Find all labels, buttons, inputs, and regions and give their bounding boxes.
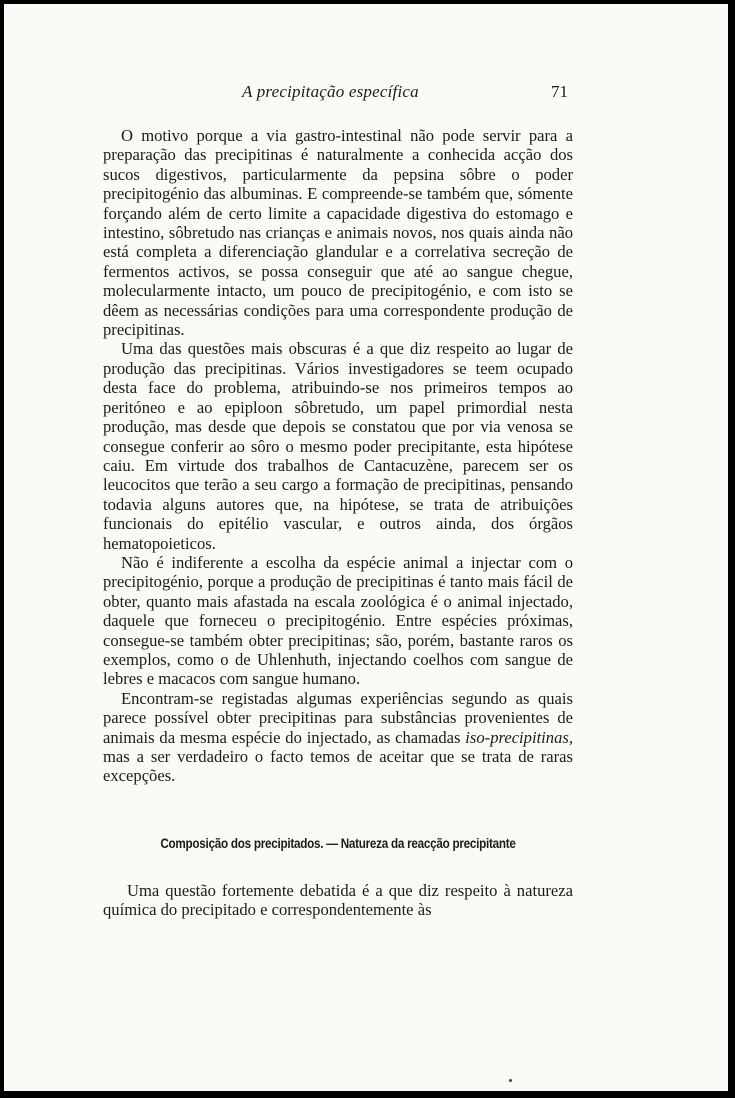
- ink-speck: [509, 1079, 512, 1082]
- paragraph-3: Não é indiferente a escolha da espécie animal a injectar com o precipitogénio, porque a produção de precipitinas é tanto mais fácil de obter, quanto mais afastada na escala zoológica é o animal injectado, daquele que forneceu o precipitogénio. Entre espécies próximas, consegue-se também obter precipitinas; são, porém, bastante raros os exemplos, como o de Uhlenhuth, injectando coelhos com sangue de lebres e macacos com sangue humano.: [103, 552, 573, 689]
- paragraph-4-text-b: mas a ser verdadeiro o facto temos de aceitar que se trata de raras excepções.: [103, 747, 573, 786]
- main-text: [103, 126, 573, 786]
- section-heading: Composição dos precipitados. — Natureza da reacção precipitante: [160, 836, 516, 851]
- page-number: 71: [551, 82, 568, 101]
- section-paragraph-1: Uma questão fortemente debatida é a que diz respeito à natureza química do precipitado e correspondentemente às: [103, 881, 573, 920]
- paragraph-4-text-a: Encontram-se registadas algumas experiências segundo as quais parece possível obter precipitinas para substâncias provenientes de animais da mesma espécie do injectado, as chamadas: [103, 688, 573, 747]
- paragraph-1: O motivo porque a via gastro-intestinal não pode servir para a preparação das precipitinas é naturalmente a conhecida acção dos sucos digestivos, particularmente da pepsina sôbre o poder precipitogénio das albuminas. E compreende-se também que, sómente forçando além de certo limite a capacidade digestiva do estomago e intestino, sôbretudo nas crianças e animais novos, nos quais ainda não está completa a diferenciação glandular e a correlativa secreção de fermentos activos, se possa conseguir que até ao sangue chegue, molecularmente intacto, um pouco de precipitogénio, e com isto se dêem as necessárias condições para uma correspondente produção de precipitinas.: [103, 126, 573, 340]
- term-iso-precipitinas: iso-precipitinas,: [465, 727, 573, 747]
- paragraph-4: [103, 689, 573, 786]
- running-title: A precipitação específica: [242, 82, 419, 101]
- section-text: [103, 881, 573, 920]
- page-header: [4, 82, 728, 106]
- book-page: [4, 4, 728, 1091]
- paragraph-2: Uma das questões mais obscuras é a que diz respeito ao lugar de produção das precipitinas. Vários investigadores se teem ocupado desta face do problema, atribuindo-se nos primeiros tempos ao peritóneo e ao epiploon sôbretudo, um papel primordial nesta produção, mas desde que depois se constatou que por via venosa se consegue conferir ao sôro o mesmo poder precipitante, esta hipótese caiu. Em virtude dos trabalhos de Cantacuzène, parecem ser os leucocitos que terão a seu cargo a formação de precipitinas, pensando todavia alguns autores que, na hipótese, se trata de atribuições funcionais do epitélio vascular, e outros ainda, dos órgãos hematopoieticos.: [103, 339, 573, 553]
